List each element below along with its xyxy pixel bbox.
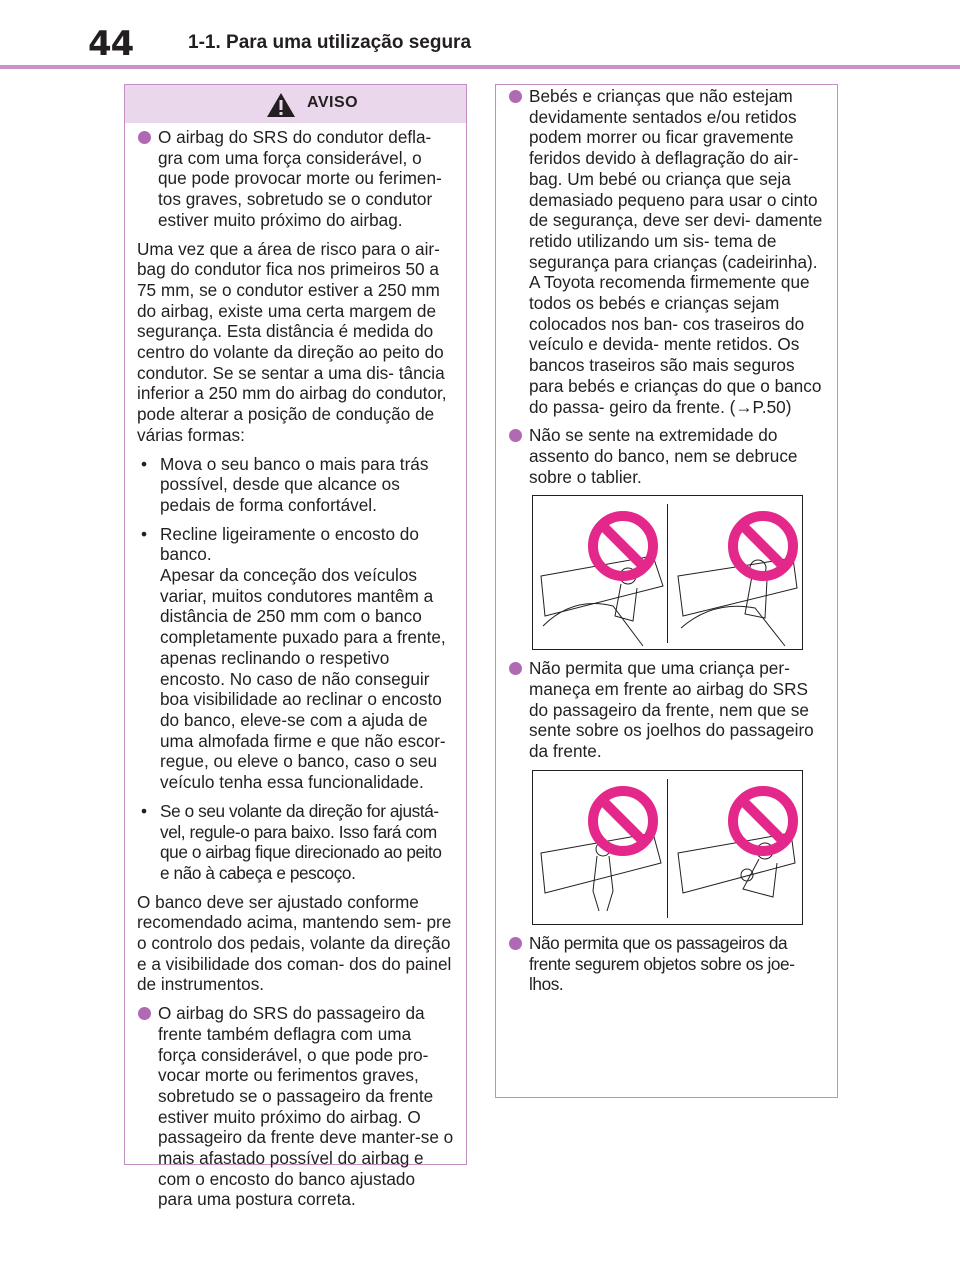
- warning-paragraph: Uma vez que a área de risco para o air- bag do condutor fica nos primeiros 50 a 75 mm, se o condutor estiver a 250 mm do airbag, existe uma certa margem de segurança. Esta distância é medida do centro do volante da direção ao peito do condutor. Se se sentar a uma dis- tância inferior a 250 mm do airbag do condutor, pode alterar a posição de condução de várias formas:: [137, 238, 447, 445]
- continued-warning-box: [495, 84, 838, 1098]
- warning-bullet-driver-airbag: [137, 127, 454, 231]
- bullet-dot-icon: [138, 131, 151, 144]
- bullet-no-objects-on-lap: [508, 933, 825, 995]
- illustration-divider: [667, 504, 668, 643]
- page-header: [0, 0, 960, 70]
- bullet-text: Não permita que os passageiros da frente segurem objetos sobre os joe- lhos.: [529, 932, 795, 995]
- prohibition-icon: [727, 510, 799, 582]
- warning-sub-item: [137, 801, 454, 884]
- prohibition-icon: [727, 785, 799, 857]
- warning-header: [125, 85, 466, 123]
- section-title: 1-1. Para uma utilização segura: [188, 32, 472, 53]
- bullet-child-in-front: [508, 658, 825, 762]
- bullet-text: Não permita que uma criança per- maneça em frente ao airbag do SRS do passageiro da frente, nem que se sente sobre os joelhos do passageiro da frente.: [529, 658, 814, 762]
- warning-triangle-icon: [266, 92, 296, 118]
- bullet-children-seating: [508, 86, 825, 417]
- sub-bullet-marker: •: [141, 523, 148, 544]
- bullet-dot-icon: [138, 1007, 151, 1020]
- bullet-text: Bebés e crianças que não estejam devidamente sentados e/ou retidos podem morrer ou ficar gravemente feridos devido à deflagração do air- bag. Um bebé ou criança que seja demasiado pequeno para usar o cinto de segurança, deve ser devi- damente retido utilizando um sis- tema de segurança para crianças (cadeirinha). A Toyota recomenda firmemente que todos os bebés e crianças sejam colocados nos ban- cos traseiros do veículo e devida- mente retidos. Os bancos traseiros são mais seguros para bebés e crianças do que o banco do passa- geiro da frente. (→P.50): [529, 86, 823, 417]
- warning-sub-item: [137, 524, 454, 793]
- bullet-dot-icon: [509, 662, 522, 675]
- bullet-text: Não se sente na extremidade do assento do banco, nem se debruce sobre o tablier.: [529, 425, 798, 487]
- sub-item-text: Mova o seu banco o mais para trás possível, desde que alcance os pedais de forma confortável.: [160, 453, 429, 515]
- warning-bullet-passenger-airbag: [137, 1003, 454, 1210]
- prohibition-icon: [587, 510, 659, 582]
- illustration-prohibited-child-front: [532, 770, 803, 925]
- sub-bullet-marker: •: [141, 453, 148, 474]
- warning-box: [124, 84, 467, 1210]
- sub-item-text: Apesar da conceção dos veículos variar, muitos condutores mantêm a distância de 250 mm com o banco completamente puxado para a frente, apenas reclinando o respetivo encosto. No caso de não conseguir boa visibilidade ao reclinar o encosto do banco, eleve-se com a ajuda de uma almofada firme e que não escor- regue, ou eleve o banco, caso o seu veículo tenha essa funcionalidade.: [160, 565, 446, 793]
- warning-text: O airbag do SRS do condutor defla- gra com uma força considerável, o que pode provocar morte ou ferimen- tos graves, sobretudo se o condutor estiver muito próximo do airbag.: [158, 127, 442, 230]
- sub-item-text: Recline ligeiramente o encosto do banco.: [160, 523, 419, 565]
- bullet-no-edge-sitting: [508, 425, 825, 487]
- warning-text: O airbag do SRS do passageiro da frente também deflagra com uma força considerável, o que pode pro- vocar morte ou ferimentos graves, sobretudo se o passageiro da frente estiver muito próximo do airbag. O passageiro da frente deve manter-se o mais afastado possível do airbag e com o encosto do banco ajustado para uma postura correta.: [158, 1003, 454, 1210]
- sub-item-text: Se o seu volante da direção for ajustá- vel, regule-o para baixo. Isso fará com que o airbag fique direcionado ao peito e não à cabeça e pescoço.: [160, 800, 442, 883]
- warning-paragraph: O banco deve ser ajustado conforme recomendado acima, mantendo sem- pre o controlo dos pedais, volante da direção e a visibilidade dos coman- dos do painel de instrumentos.: [137, 891, 452, 995]
- warning-content: [125, 123, 466, 1210]
- bullet-dot-icon: [509, 90, 522, 103]
- bullet-dot-icon: [509, 429, 522, 442]
- bullet-dot-icon: [509, 937, 522, 950]
- illustration-divider: [667, 779, 668, 918]
- illustration-prohibited-leaning: [532, 495, 803, 650]
- continued-content: [496, 85, 837, 995]
- warning-title: AVISO: [307, 94, 359, 111]
- prohibition-icon: [587, 785, 659, 857]
- page-number: 44: [88, 24, 134, 64]
- sub-bullet-marker: •: [141, 800, 147, 821]
- header-rule: [0, 65, 960, 69]
- warning-sub-item: [137, 454, 454, 516]
